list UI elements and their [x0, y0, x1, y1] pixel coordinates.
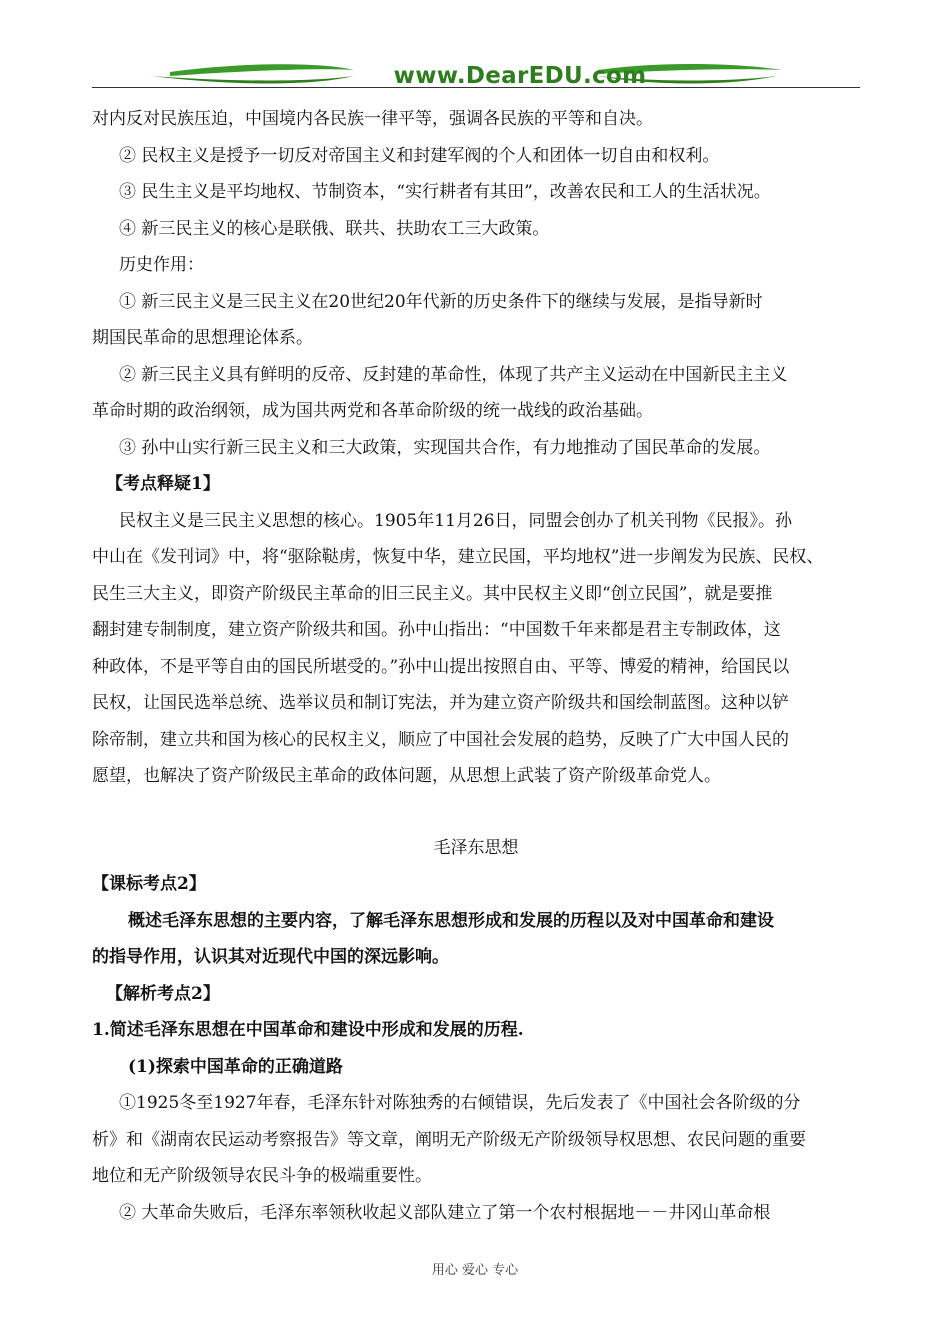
- body-line: ② 新三民主义具有鲜明的反帝、反封建的革命性，体现了共产主义运动在中国新民主主义: [119, 364, 788, 385]
- body-line: 对内反对民族压迫，中国境内各民族一律平等，强调各民族的平等和自决。: [92, 109, 653, 129]
- body-line: 民权，让国民选举总统、选举议员和制订宪法，并为建立资产阶级共和国绘制蓝图。这种以铲: [92, 693, 789, 713]
- body-line: 民权主义是三民主义思想的核心。1905年11月26日，同盟会创办了机关刊物《民报》。孙: [119, 510, 793, 531]
- subheading: (1)探索中国革命的正确道路: [128, 1056, 343, 1077]
- header-rule: [92, 87, 860, 88]
- body-line: 概述毛泽东思想的主要内容，了解毛泽东思想形成和发展的历程以及对中国革命和建设: [128, 910, 774, 931]
- body-line: 中山在《发刊词》中，将“驱除鞑虏，恢复中华，建立民国，平均地权”进一步阐发为民族、民权、: [92, 547, 824, 567]
- body-line: ④ 新三民主义的核心是联俄、联共、扶助农工三大政策。: [119, 218, 550, 239]
- heading-jiexi-kaodian-2: 【解析考点2】: [106, 983, 220, 1004]
- heading-kaodian-shiyi-1: 【考点释疑1】: [106, 474, 220, 494]
- section-label-historical-role: 历史作用：: [119, 255, 204, 275]
- section-title: 毛泽东思想: [433, 837, 519, 858]
- body-line: 民生三大主义，即资产阶级民主革命的旧三民主义。其中民权主义即“创立民国”，就是要推: [92, 583, 773, 604]
- site-header-logo: [92, 56, 860, 90]
- body-line: ①1925冬至1927年春，毛泽东针对陈独秀的右倾错误，先后发表了《中国社会各阶级的分: [119, 1093, 801, 1113]
- body-line: ① 新三民主义是三民主义在20世纪20年代新的历史条件下的继续与发展，是指导新时: [119, 291, 763, 312]
- section-gap: [92, 795, 860, 830]
- body-line: ② 民权主义是授予一切反对帝国主义和封建军阀的个人和团体一切自由和权利。: [119, 145, 720, 166]
- body-line: 地位和无产阶级领导农民斗争的极端重要性。: [92, 1166, 432, 1186]
- site-logo-text[interactable]: www.DearEDU.com: [393, 63, 647, 89]
- body-line: ② 大革命失败后，毛泽东率领秋收起义部队建立了第一个农村根据地－－井冈山革命根: [119, 1202, 771, 1223]
- body-line: 的指导作用，认识其对近现代中国的深远影响。: [92, 947, 449, 967]
- body-line: ③ 孙中山实行新三民主义和三大政策，实现国共合作，有力地推动了国民革命的发展。: [119, 437, 771, 458]
- document-body: [92, 101, 860, 1231]
- body-line: 革命时期的政治纲领，成为国共两党和各革命阶级的统一战线的政治基础。: [92, 401, 653, 421]
- body-line: 种政体，不是平等自由的国民所堪受的。”孙中山提出按照自由、平等、博爱的精神，给国民以: [92, 656, 790, 677]
- body-line: 愿望，也解决了资产阶级民主革命的政体问题，从思想上武装了资产阶级革命党人。: [92, 766, 721, 786]
- page-footer: 用心 爱心 专心: [431, 1263, 519, 1278]
- body-line: 翻封建专制制度，建立资产阶级共和国。孙中山指出：“中国数千年来都是君主专制政体，这: [92, 620, 781, 640]
- body-line: ③ 民生主义是平均地权、节制资本，“实行耕者有其田”，改善农民和工人的生活状况。: [119, 182, 771, 202]
- body-line: 除帝制，建立共和国为核心的民权主义，顺应了中国社会发展的趋势，反映了广大中国人民的: [92, 729, 789, 750]
- body-line: 期国民革命的思想理论体系。: [92, 328, 313, 348]
- question-heading: 1.简述毛泽东思想在中国革命和建设中形成和发展的历程.: [92, 1020, 524, 1040]
- heading-kebiao-kaodian-2: 【课标考点2】: [92, 874, 206, 894]
- body-line: 析》和《湖南农民运动考察报告》等文章，阐明无产阶级无产阶级领导权思想、农民问题的重要: [92, 1129, 806, 1150]
